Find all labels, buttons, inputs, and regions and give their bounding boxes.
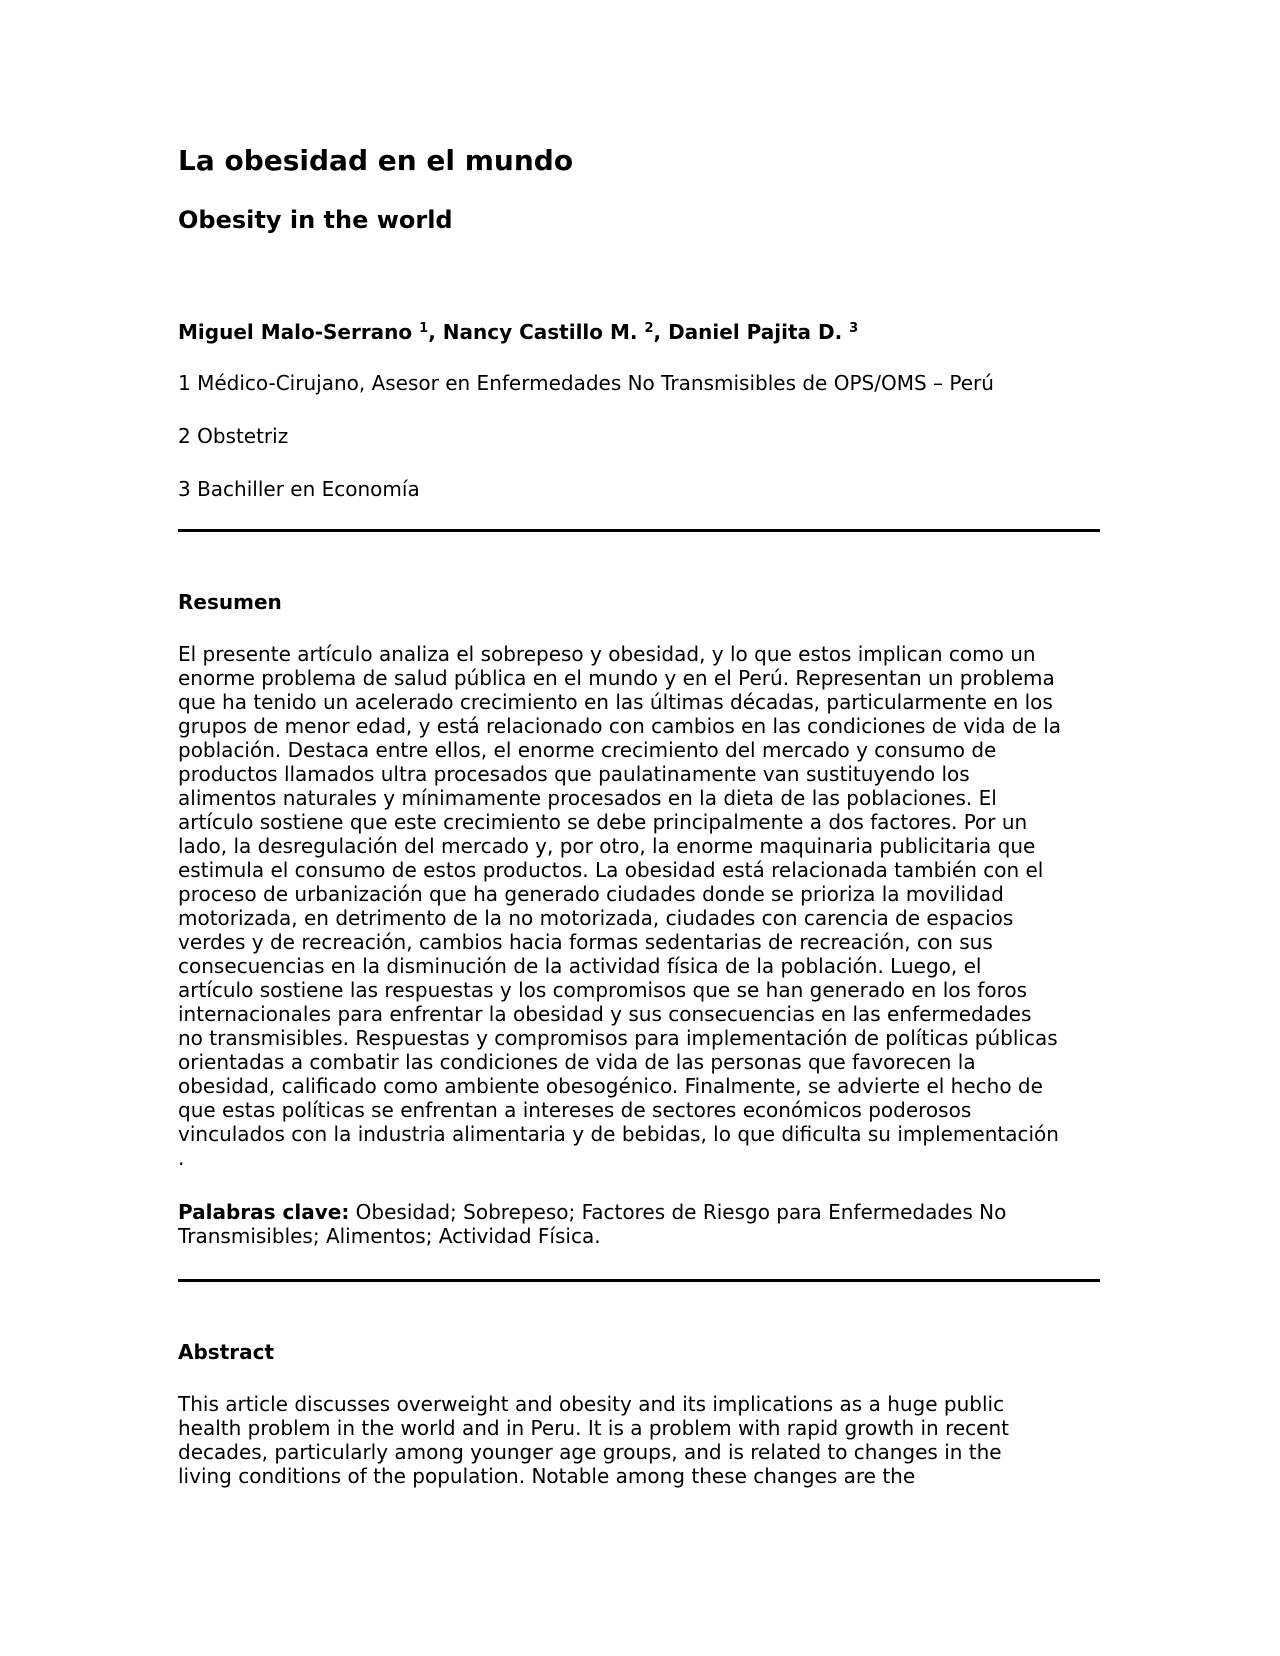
author-separator: , — [428, 320, 443, 344]
resumen-line: población. Destaca entre ellos, el enorme crecimiento del mercado y consumo de — [178, 738, 997, 762]
resumen-heading: Resumen — [178, 590, 282, 614]
resumen-line: lado, la desregulación del mercado y, por otro, la enorme maquinaria publicitaria que — [178, 834, 1036, 858]
abstract-heading: Abstract — [178, 1340, 275, 1364]
resumen-line: proceso de urbanización que ha generado ciudades donde se prioriza la movilidad — [178, 882, 1004, 906]
resumen-line: orientadas a combatir las condiciones de vida de las personas que favorecen la — [178, 1050, 976, 1074]
resumen-line: estimula el consumo de estos productos. La obesidad está relacionada también con el — [178, 858, 1044, 882]
keywords-label: Palabras clave: — [178, 1200, 350, 1224]
affiliation-2: 2 Obstetriz — [178, 424, 289, 448]
author-ref: 3 — [849, 321, 859, 336]
author-list — [178, 320, 858, 344]
resumen-line: no transmisibles. Respuestas y compromisos para implementación de políticas públicas — [178, 1026, 1058, 1050]
keywords-text: Obesidad; Sobrepeso; Factores de Riesgo para Enfermedades No — [349, 1200, 1007, 1224]
resumen-line: alimentos naturales y mínimamente procesados en la dieta de las poblaciones. El — [178, 786, 997, 810]
resumen-line: vinculados con la industria alimentaria y de bebidas, lo que dificulta su implementación — [178, 1122, 1059, 1146]
article-subtitle: Obesity in the world — [178, 206, 453, 234]
affiliation-3: 3 Bachiller en Economía — [178, 477, 420, 501]
resumen-line: enorme problema de salud pública en el mundo y en el Perú. Representan un problema — [178, 666, 1055, 690]
resumen-line: que estas políticas se enfrentan a intereses de sectores económicos poderosos — [178, 1098, 972, 1122]
section-divider — [178, 529, 1100, 532]
resumen-line: productos llamados ultra procesados que paulatinamente van sustituyendo los — [178, 762, 970, 786]
author-ref: 1 — [419, 321, 429, 336]
abstract-body — [178, 1392, 1100, 1488]
resumen-line: consecuencias en la disminución de la actividad física de la población. Luego, el — [178, 954, 982, 978]
article-title: La obesidad en el mundo — [178, 144, 574, 177]
abstract-line: This article discusses overweight and obesity and its implications as a huge public — [178, 1392, 1005, 1416]
resumen-line: motorizada, en detrimento de la no motorizada, ciudades con carencia de espacios — [178, 906, 1014, 930]
abstract-line: health problem in the world and in Peru. It is a problem with rapid growth in recent — [178, 1416, 1009, 1440]
keywords-line: Transmisibles; Alimentos; Actividad Física. — [178, 1224, 601, 1248]
abstract-line: living conditions of the population. Notable among these changes are the — [178, 1464, 916, 1488]
resumen-line: artículo sostiene que este crecimiento se debe principalmente a dos factores. Por un — [178, 810, 1028, 834]
resumen-line: internacionales para enfrentar la obesidad y sus consecuencias en las enfermedades — [178, 1002, 1032, 1026]
resumen-line: que ha tenido un acelerado crecimiento en las últimas décadas, particularmente en los — [178, 690, 1053, 714]
author-separator: , — [653, 320, 669, 344]
resumen-line: El presente artículo analiza el sobrepeso y obesidad, y lo que estos implican como un — [178, 642, 1036, 666]
resumen-line: grupos de menor edad, y está relacionado con cambios en las condiciones de vida de la — [178, 714, 1062, 738]
keywords — [178, 1200, 1100, 1248]
keywords-line — [178, 1200, 1100, 1224]
author-name: Nancy Castillo M. — [442, 320, 638, 344]
resumen-line: artículo sostiene las respuestas y los compromisos que se han generado en los foros — [178, 978, 1028, 1002]
resumen-line: . — [178, 1146, 185, 1170]
author-ref: 2 — [644, 321, 654, 336]
section-divider — [178, 1279, 1100, 1282]
resumen-body — [178, 642, 1100, 1170]
resumen-line: verdes y de recreación, cambios hacia formas sedentarias de recreación, con sus — [178, 930, 993, 954]
affiliation-1: 1 Médico-Cirujano, Asesor en Enfermedades No Transmisibles de OPS/OMS – Perú — [178, 371, 994, 395]
abstract-line: decades, particularly among younger age groups, and is related to changes in the — [178, 1440, 1002, 1464]
author-name: Miguel Malo-Serrano — [178, 320, 413, 344]
resumen-line: obesidad, calificado como ambiente obesogénico. Finalmente, se advierte el hecho de — [178, 1074, 1043, 1098]
author-name: Daniel Pajita D. — [668, 320, 843, 344]
